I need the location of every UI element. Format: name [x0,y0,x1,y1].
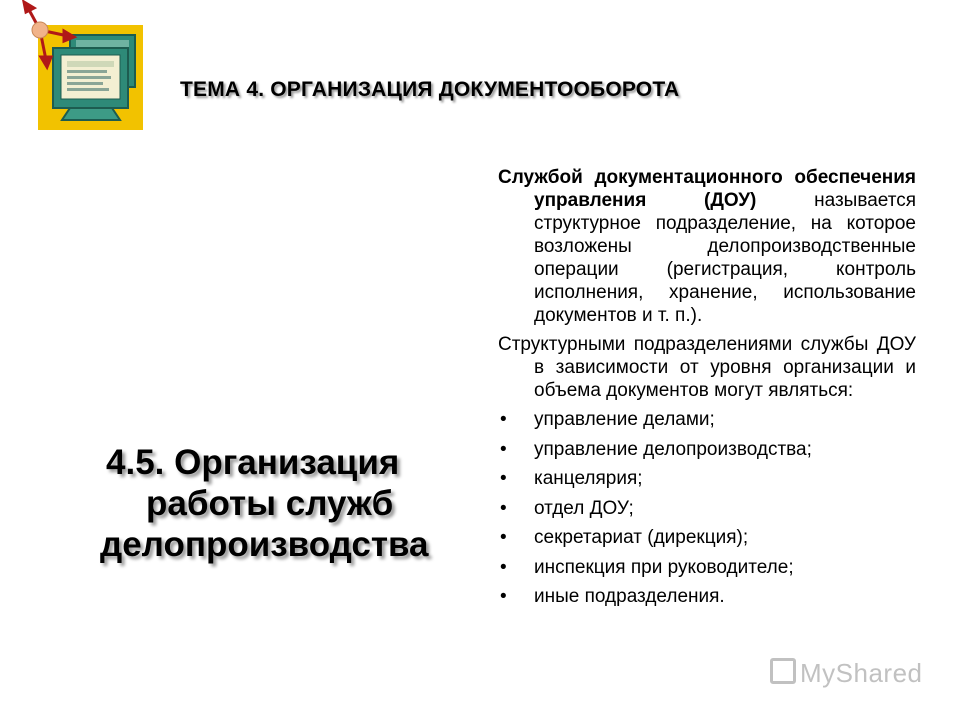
list-item-text: управление делами; [534,409,715,430]
list-item [498,526,916,556]
list-item-text: секретариат (дирекция); [534,527,749,548]
watermark-text: MyShared [800,658,923,688]
structure-paragraph: Структурными подразделениями службы ДОУ в зависимости от уровня организации и объема документов могут являться: [498,334,916,401]
list-item [498,585,916,615]
list-item-text: отдел ДОУ; [534,497,634,519]
definition-text: называется структурное подразделение, на которое возложены делопроизводственные операции (регистрация, контроль исполнения, хранение, использование документов и т. п.). [534,190,916,326]
list-item [498,556,916,586]
watermark-logo-icon [770,658,796,684]
computer-monitor-icon [20,0,150,135]
bullet-icon: • [500,409,507,430]
list-item [498,467,916,497]
list-item-text: канцелярия; [534,468,643,489]
list-item [498,408,916,438]
watermark [770,658,923,689]
bullet-icon: • [500,586,507,607]
definition-term: Службой документационного обеспечения управления (ДОУ) [498,167,916,211]
list-item-text: управление делопроизводства; [534,438,812,460]
bullet-icon: • [500,527,507,548]
bullet-icon: • [500,497,507,519]
content-body [498,166,916,615]
page-title: ТЕМА 4. ОРГАНИЗАЦИЯ ДОКУМЕНТООБОРОТА [180,78,680,101]
definition-paragraph [498,166,916,327]
section-heading-line: работы служб [146,484,394,523]
list-item [498,497,916,527]
section-heading-line: 4.5. Организация [106,443,400,482]
bullet-icon: • [500,468,507,489]
list-item [498,438,916,468]
list-item-text: инспекция при руководителе; [534,556,794,578]
list-item-text: иные подразделения. [534,586,725,607]
section-heading-line: делопроизводства [100,525,429,564]
section-heading [96,442,468,565]
bullet-icon: • [500,438,507,460]
unit-list [498,408,916,615]
bullet-icon: • [500,556,507,578]
